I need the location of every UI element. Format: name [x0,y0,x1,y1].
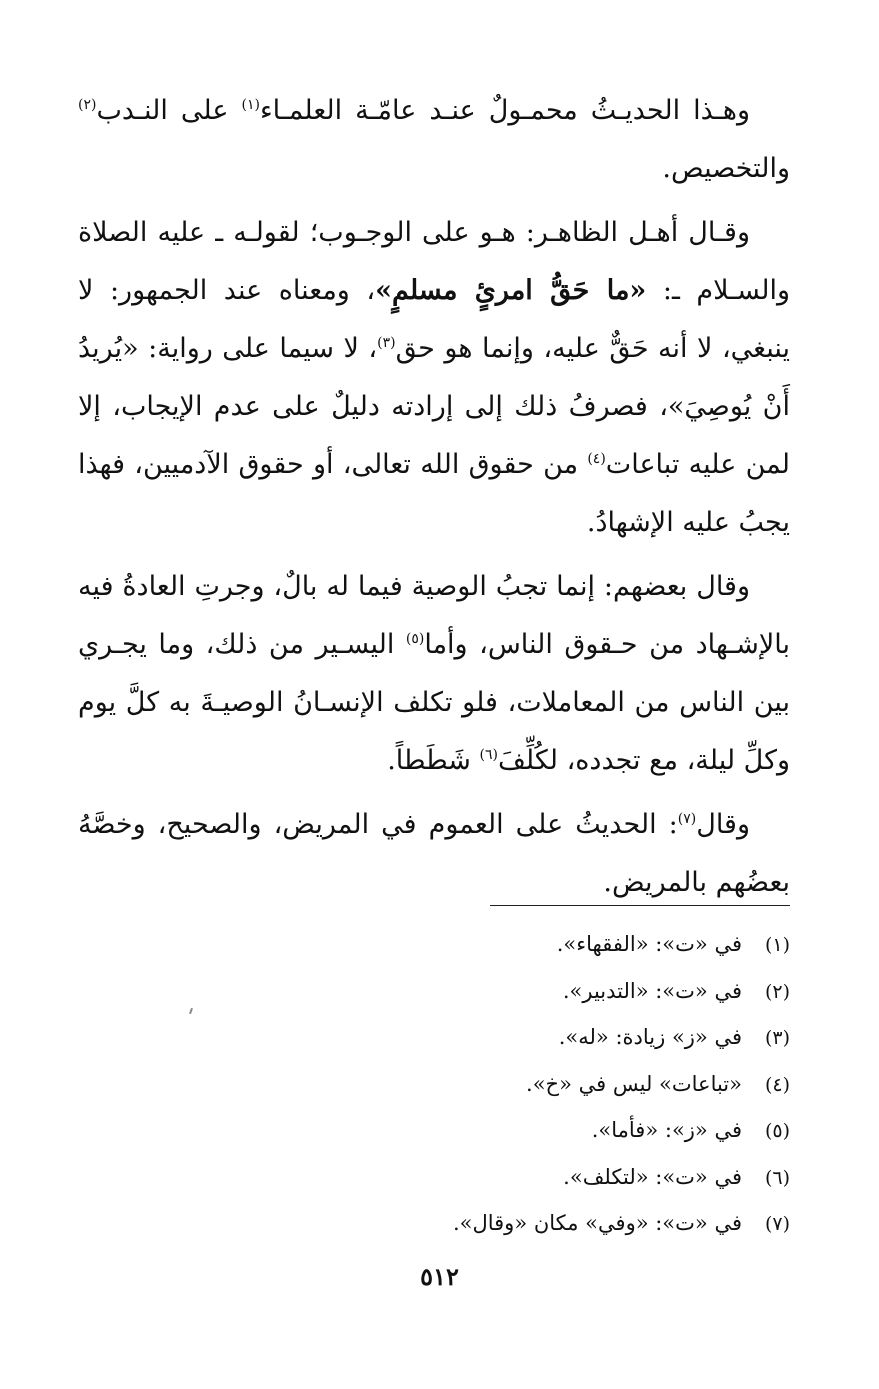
text-run: ، لا سيما على رواية: «يُريدُ أَنْ يُوصِيَ»، فصرفُ ذلك إلى إرادته دليلٌ على عدم الإيجاب، إلا لمن عليه تباعات [78,333,790,480]
footnote-item [78,1015,790,1062]
text-run: اليسـير من ذلك، وما يجـري بين الناس من المعاملات، فلو تكلف الإنسـانُ الوصيـةَ به كلَّ يوم وكلِّ ليلة، مع تجدده، لكُلِّفَ [78,629,790,776]
footnote-item [78,922,790,969]
text-run: : الحديثُ على العموم في المريض، والصحيح، وخصَّهُ بعضُهم بالمريض. [78,809,790,898]
footnote-item [78,1201,790,1248]
text-run: وقال بعضهم: إنما تجبُ الوصية فيما له بالٌ، وجرتِ العادةُ فيه بالإشـهاد من حـقوق الناس، وأما [78,571,790,660]
footnote-item [78,1062,790,1109]
footnote-text: في «ز» زيادة: «له». [558,1025,742,1049]
footnote-item [78,969,790,1016]
footnote-ref-4[interactable]: (٤) [587,451,606,467]
text-run: وهـذا الحديـثُ محمـولٌ عنـد عامّـة العلمـاء [259,95,750,126]
footnote-item [78,1108,790,1155]
footnote-ref-2[interactable]: (٢) [78,97,97,113]
paragraph-4 [78,796,790,912]
footnote-text: في «ت»: «وفي» مكان «وقال». [452,1211,742,1235]
footnote-ref-3[interactable]: (٣) [377,335,396,351]
main-text [78,82,790,918]
footnote-ref-6[interactable]: (٦) [479,747,498,763]
page-number: ٥١٢ [420,1262,459,1291]
footnote-text: في «ز»: «فأما». [591,1118,742,1142]
paragraph-3 [78,558,790,790]
text-run: ، ومعناه عند الجمهور: لا ينبغي، لا أنه حَقٌّ عليه، وإنما هو حق [78,275,791,364]
footnote-number: (٣) [764,1027,790,1049]
text-run: من حقوق الله تعالى، أو حقوق الآدميين، فهذا يجبُ عليه الإشهادُ. [78,449,790,538]
footnote-item [78,1155,790,1202]
footnote-text: في «ت»: «التدبير». [562,978,742,1003]
text-run: وقال [696,809,750,840]
footnote-separator [490,905,790,906]
footnote-ref-1[interactable]: (١) [241,97,260,113]
footnote-number: (٤) [764,1073,790,1096]
paragraph-2 [78,204,790,552]
paragraph-1 [78,82,790,198]
text-run: على النـدب [96,95,242,126]
footnote-number: (٥) [764,1120,790,1142]
text-run: شَطَطاً. [387,745,480,776]
text-run: والتخصيص. [662,153,790,184]
footnote-number: (١) [764,934,790,956]
hadith-quote: «ما حَقُّ امرئٍ مسلمٍ» [375,275,647,306]
footnote-ref-5[interactable]: (٥) [405,631,425,647]
footnote-number: (٢) [764,980,790,1003]
footnote-text: «تباعات» ليس في «خ». [526,1071,742,1096]
footnote-number: (٦) [764,1166,790,1189]
footnotes-list [78,922,790,1248]
footnote-text: في «ت»: «الفقهاء». [556,932,742,956]
footnote-number: (٧) [764,1213,790,1235]
text-run: وقـال أهـل الظاهـر: هـو على الوجـوب؛ لقولـه ـ عليه الصلاة والسـلام ـ: [78,217,790,306]
footnote-text: في «ت»: «لتكلف». [563,1164,742,1189]
footnote-ref-7[interactable]: (٧) [677,811,697,827]
